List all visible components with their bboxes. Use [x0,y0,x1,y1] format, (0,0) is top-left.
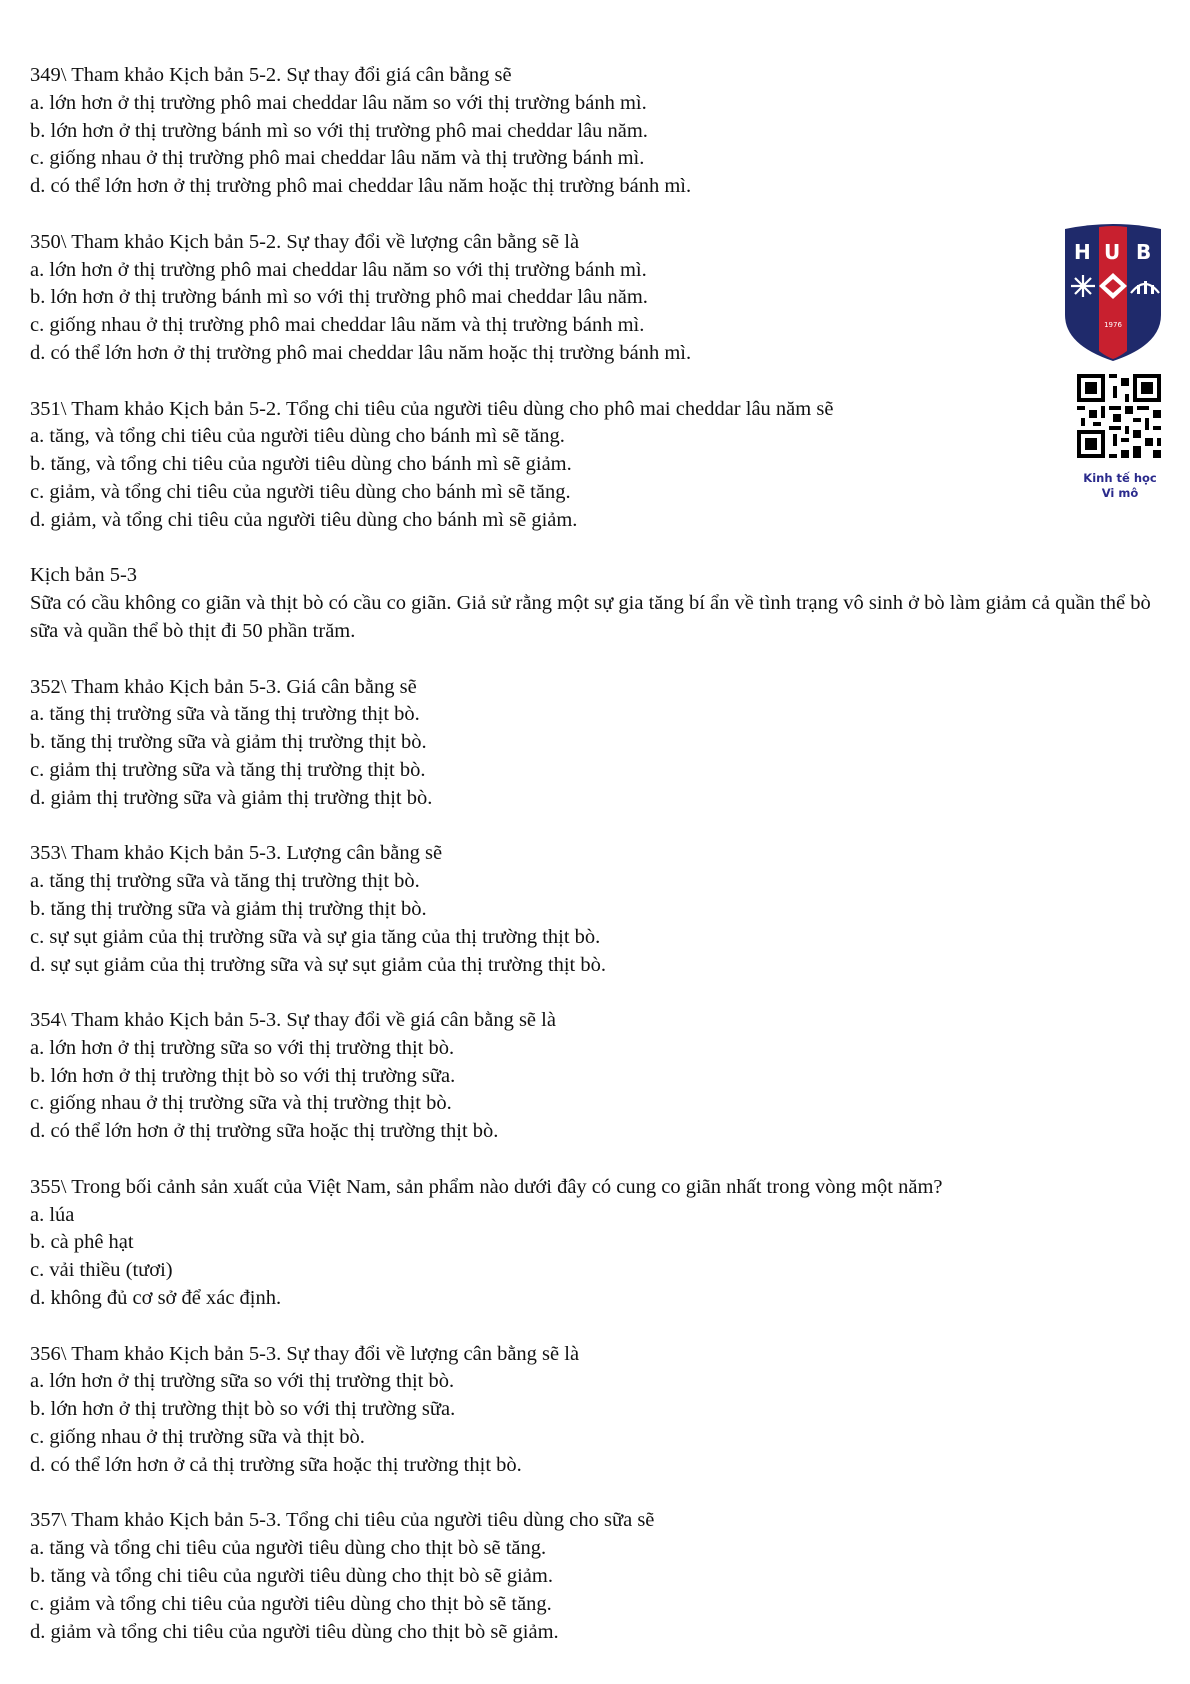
answer-option-c: c. giảm thị trường sữa và tăng thị trường thịt bò. [30,758,426,781]
answer-option-c: c. giống nhau ở thị trường phô mai cheddar lâu năm và thị trường bánh mì. [30,314,645,337]
logo-year: 1976 [1104,321,1122,329]
answer-option-c: c. giống nhau ở thị trường sữa và thịt bò. [30,1426,365,1449]
question-352 [30,674,1160,813]
qr-code-icon[interactable] [1077,374,1161,458]
answer-option-a: a. lớn hơn ở thị trường phô mai cheddar lâu năm so với thị trường bánh mì. [30,258,647,281]
answer-option-d: d. giảm thị trường sữa và giảm thị trường thịt bò. [30,786,433,809]
hub-logo [1061,223,1165,363]
answer-option-d: d. có thể lớn hơn ở thị trường phô mai cheddar lâu năm hoặc thị trường bánh mì. [30,175,692,198]
question-stem: 357\ Tham khảo Kịch bản 5-3. Tổng chi tiêu của người tiêu dùng cho sữa sẽ [30,1509,655,1532]
answer-option-c: c. giảm và tổng chi tiêu của người tiêu dùng cho thịt bò sẽ tăng. [30,1592,552,1615]
answer-option-b: b. lớn hơn ở thị trường bánh mì so với thị trường phô mai cheddar lâu năm. [30,119,648,142]
question-stem: 352\ Tham khảo Kịch bản 5-3. Giá cân bằng sẽ [30,675,417,698]
answer-option-d: d. không đủ cơ sở để xác định. [30,1287,282,1310]
answer-option-a: a. tăng, và tổng chi tiêu của người tiêu dùng cho bánh mì sẽ tăng. [30,425,565,448]
caption-line-1: Kinh tế học [1083,471,1157,485]
answer-option-c: c. giống nhau ở thị trường phô mai cheddar lâu năm và thị trường bánh mì. [30,147,645,170]
badge-caption [1072,471,1168,501]
answer-option-b: b. lớn hơn ở thị trường bánh mì so với thị trường phô mai cheddar lâu năm. [30,286,648,309]
answer-option-a: a. tăng thị trường sữa và tăng thị trường thịt bò. [30,703,420,726]
answer-option-b: b. tăng và tổng chi tiêu của người tiêu dùng cho thịt bò sẽ giảm. [30,1565,553,1588]
answer-option-d: d. có thể lớn hơn ở thị trường sữa hoặc thị trường thịt bò. [30,1120,499,1143]
answer-option-d: d. giảm và tổng chi tiêu của người tiêu dùng cho thịt bò sẽ giảm. [30,1620,559,1643]
question-stem: 353\ Tham khảo Kịch bản 5-3. Lượng cân bằng sẽ [30,842,443,865]
answer-option-b: b. cà phê hạt [30,1231,134,1254]
question-349 [30,62,1160,201]
answer-option-a: a. tăng thị trường sữa và tăng thị trường thịt bò. [30,870,420,893]
question-stem: 351\ Tham khảo Kịch bản 5-2. Tổng chi tiêu của người tiêu dùng cho phô mai cheddar lâu năm sẽ [30,397,834,420]
scenario-5-3 [30,562,1160,645]
question-356 [30,1341,1160,1480]
answer-option-a: a. lúa [30,1203,75,1226]
question-357 [30,1507,1160,1646]
answer-option-c: c. sự sụt giảm của thị trường sữa và sự gia tăng của thị trường thịt bò. [30,925,601,948]
answer-option-c: c. giống nhau ở thị trường sữa và thị trường thịt bò. [30,1092,452,1115]
answer-option-a: a. lớn hơn ở thị trường sữa so với thị trường thịt bò. [30,1370,455,1393]
answer-option-c: c. vải thiều (tươi) [30,1259,173,1282]
answer-option-b: b. tăng, và tổng chi tiêu của người tiêu dùng cho bánh mì sẽ giảm. [30,453,572,476]
document-page [30,62,1160,1674]
answer-option-a: a. lớn hơn ở thị trường phô mai cheddar lâu năm so với thị trường bánh mì. [30,91,647,114]
hub-shield-icon [1061,223,1165,363]
answer-option-b: b. tăng thị trường sữa và giảm thị trường thịt bò. [30,897,427,920]
answer-option-a: a. lớn hơn ở thị trường sữa so với thị trường thịt bò. [30,1036,455,1059]
answer-option-d: d. có thể lớn hơn ở cả thị trường sữa hoặc thị trường thịt bò. [30,1453,522,1476]
question-355 [30,1174,1160,1313]
answer-option-d: d. giảm, và tổng chi tiêu của người tiêu dùng cho bánh mì sẽ giảm. [30,508,578,531]
logo-letter-h: H [1074,240,1091,264]
question-stem: 350\ Tham khảo Kịch bản 5-2. Sự thay đổi về lượng cân bằng sẽ là [30,230,580,253]
question-350 [30,229,1160,368]
question-stem: 349\ Tham khảo Kịch bản 5-2. Sự thay đổi giá cân bằng sẽ [30,64,512,86]
answer-option-d: d. có thể lớn hơn ở thị trường phô mai cheddar lâu năm hoặc thị trường bánh mì. [30,341,692,364]
answer-option-b: b. lớn hơn ở thị trường thịt bò so với thị trường sữa. [30,1398,456,1421]
question-353 [30,840,1160,979]
question-354 [30,1007,1160,1146]
question-stem: 355\ Trong bối cảnh sản xuất của Việt Nam, sản phẩm nào dưới đây có cung co giãn nhất trong vòng một năm? [30,1175,943,1198]
scenario-text: Sữa có cầu không co giãn và thịt bò có cầu co giãn. Giả sử rằng một sự gia tăng bí ẩn về tình trạng vô sinh ở bò làm giảm cả quần thể bò sữa và quần thể bò thịt đi 50 phần trăm. [30,592,1151,642]
answer-option-a: a. tăng và tổng chi tiêu của người tiêu dùng cho thịt bò sẽ tăng. [30,1537,547,1560]
question-stem: 354\ Tham khảo Kịch bản 5-3. Sự thay đổi về giá cân bằng sẽ là [30,1009,556,1032]
caption-line-2: Vi mô [1101,486,1139,500]
question-351 [30,396,1160,535]
question-stem: 356\ Tham khảo Kịch bản 5-3. Sự thay đổi về lượng cân bằng sẽ là [30,1342,580,1365]
scenario-title: Kịch bản 5-3 [30,564,138,587]
answer-option-b: b. lớn hơn ở thị trường thịt bò so với thị trường sữa. [30,1064,456,1087]
answer-option-c: c. giảm, và tổng chi tiêu của người tiêu dùng cho bánh mì sẽ tăng. [30,480,571,503]
logo-letter-b: B [1136,240,1152,264]
answer-option-d: d. sự sụt giảm của thị trường sữa và sự sụt giảm của thị trường thịt bò. [30,953,607,976]
logo-letter-u: U [1104,240,1121,264]
answer-option-b: b. tăng thị trường sữa và giảm thị trường thịt bò. [30,731,427,754]
